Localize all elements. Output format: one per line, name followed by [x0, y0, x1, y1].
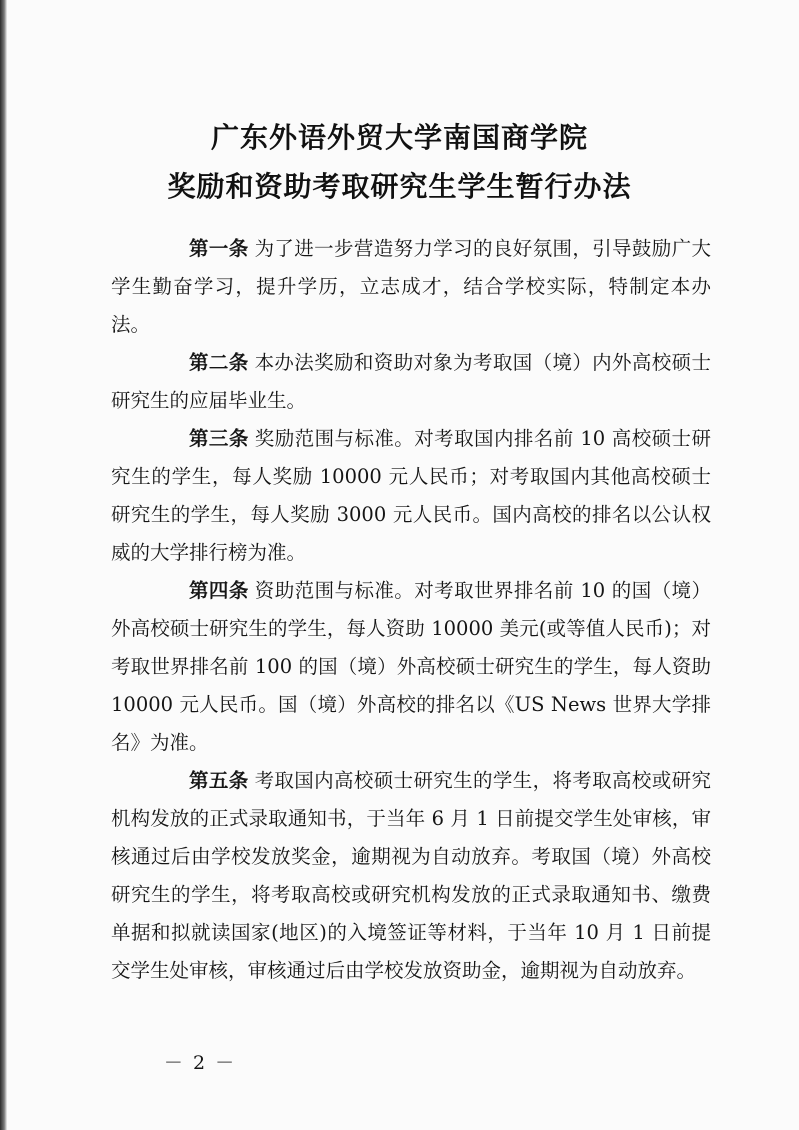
article-5-label: 第五条 — [189, 769, 249, 792]
document-body — [111, 230, 711, 990]
article-2-label: 第二条 — [189, 351, 249, 374]
document-title — [0, 113, 799, 211]
article-5-text: 考取国内高校硕士研究生的学生，将考取高校或研究机构发放的正式录取通知书，于当年 6 月 1 日前提交学生处审核，审核通过后由学校发放奖金，逾期视为自动放弃。考取国（境）外高校研究生的学生，将考取高校或研究机构发放的正式录取通知书、缴费单据和拟就读国家(地区)的入境签证等材料，于当年 10 月 1 日前提交学生处审核，审核通过后由学校发放资助金，逾期视为自动放弃。 — [111, 769, 711, 982]
article-4 — [111, 572, 711, 762]
article-3-text: 奖励范围与标准。对考取国内排名前 10 高校硕士研究生的学生，每人奖励 10000 元人民币；对考取国内其他高校硕士研究生的学生，每人奖励 3000 元人民币。国内高校的排名以公认权威的大学排行榜为准。 — [111, 427, 711, 564]
article-4-text: 资助范围与标准。对考取世界排名前 10 的国（境）外高校硕士研究生的学生，每人资助 10000 美元(或等值人民币)；对考取世界排名前 100 的国（境）外高校硕士研究生的学生，每人资助 10000 元人民币。国（境）外高校的排名以《US News 世界大学排名》为准。 — [111, 579, 711, 754]
article-3-label: 第三条 — [189, 427, 249, 450]
title-line-2: 奖励和资助考取研究生学生暂行办法 — [167, 170, 632, 203]
article-1-text: 为了进一步营造努力学习的良好氛围，引导鼓励广大学生勤奋学习，提升学历，立志成才，结合学校实际，特制定本办法。 — [111, 237, 711, 336]
article-1-label: 第一条 — [189, 237, 249, 260]
title-line-1: 广东外语外贸大学南国商学院 — [210, 121, 588, 154]
article-5 — [111, 762, 711, 990]
article-4-label: 第四条 — [189, 579, 249, 602]
article-2-text: 本办法奖励和资助对象为考取国（境）内外高校硕士研究生的应届毕业生。 — [111, 351, 711, 412]
article-2 — [111, 344, 711, 420]
article-1 — [111, 230, 711, 344]
page-number: － 2 － — [163, 1052, 237, 1074]
article-3 — [111, 420, 711, 572]
